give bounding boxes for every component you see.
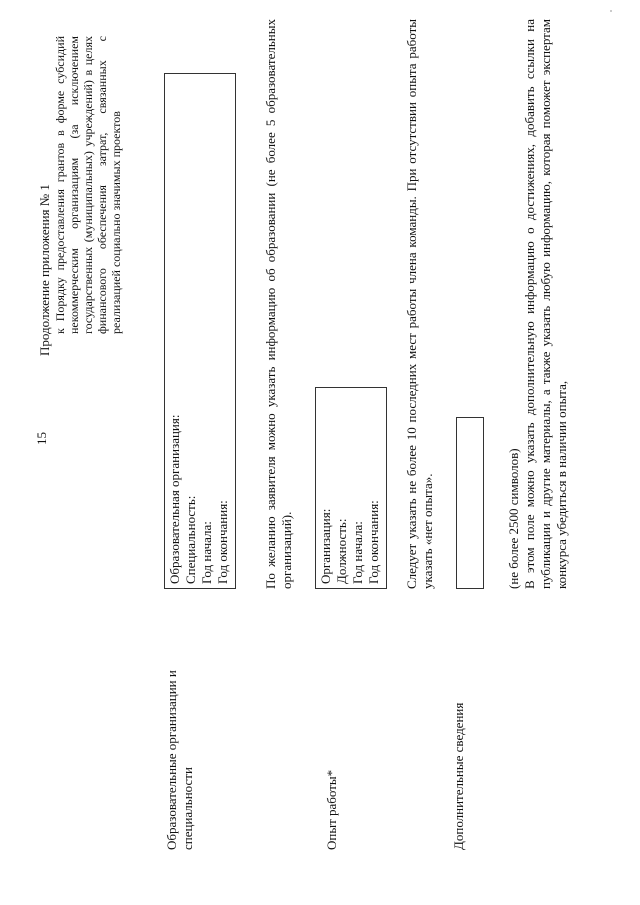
experience-label: Опыт работы* (324, 769, 339, 850)
education-start-year-label: Год начала: (199, 521, 214, 584)
page-number: 15 (34, 432, 49, 445)
education-org-label: Образовательная организация: (167, 414, 182, 584)
experience-note: Следует указать не более 10 последних мест работы члена команды. При отсутствии опыта работы указать «нет опыта». (404, 19, 435, 589)
education-specialty-label: Специальность: (183, 495, 198, 584)
additional-label: Дополнительные сведения (451, 702, 466, 850)
experience-end-year-label: Год окончания: (366, 500, 381, 584)
appendix-reference: к Порядку предоставления грантов в форме субсидий некоммерческим организациям (за исключением государственных (муниципальных) учреждений) в целях финансового обеспечения затрат, связанных с реализацией социально значимых проектов (53, 36, 123, 334)
additional-note: В этом поле можно указать дополнительную информацию о достижениях, добавить ссылки на публикации и другие материалы, а также указать любую информацию, которая поможет экспертам конкурса убедиться в наличии опыта, (522, 19, 569, 589)
additional-box[interactable] (456, 417, 484, 589)
education-end-year-label: Год окончания: (215, 500, 230, 584)
experience-org-label: Организация: (318, 508, 333, 584)
education-label: Образовательные организации и специальности (164, 670, 195, 850)
additional-limit-note: (не более 2500 символов) (506, 448, 521, 589)
scan-speck (610, 10, 612, 12)
education-note: По желанию заявителя можно указать информацию об образовании (не более 5 образовательных организаций). (263, 19, 294, 589)
experience-box[interactable] (315, 387, 387, 589)
experience-position-label: Должность: (334, 518, 349, 584)
experience-start-year-label: Год начала: (350, 521, 365, 584)
appendix-title: Продолжение приложения № 1 (37, 184, 52, 356)
education-box[interactable] (164, 73, 236, 589)
